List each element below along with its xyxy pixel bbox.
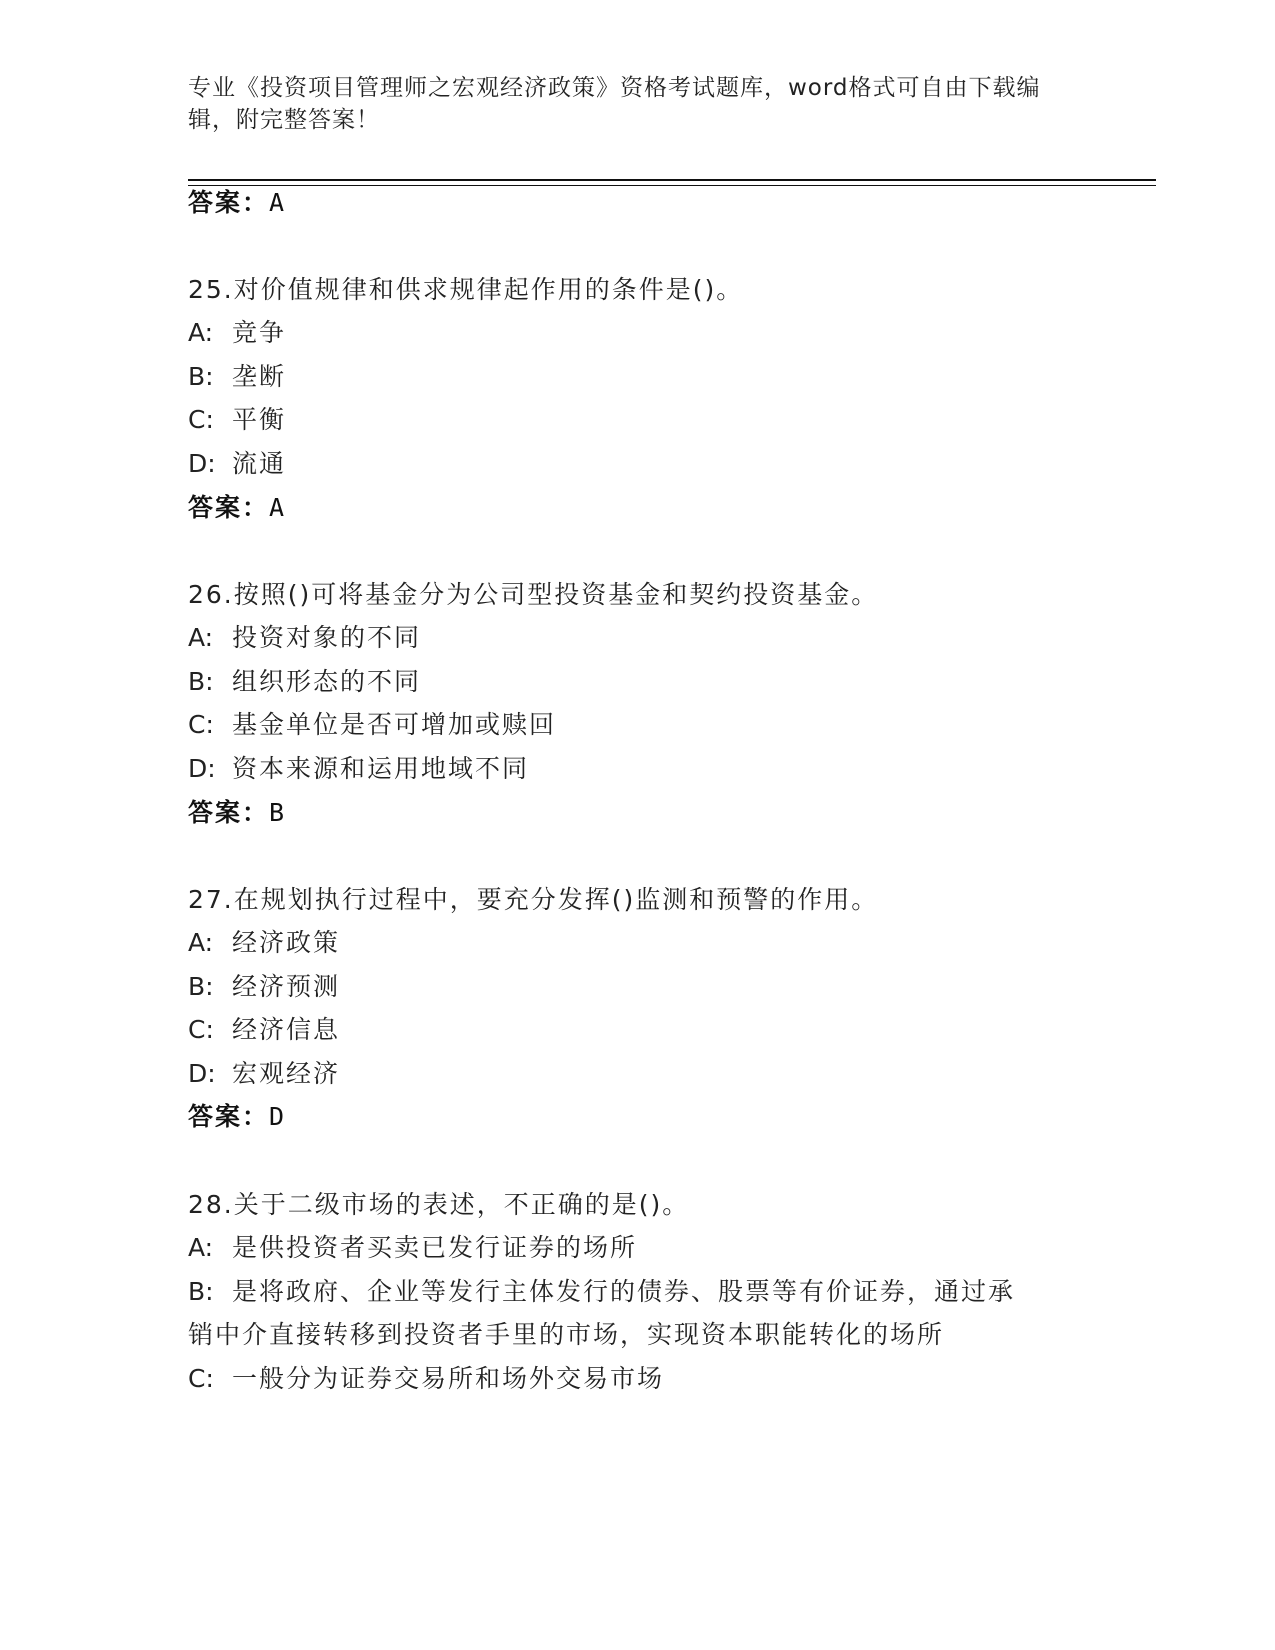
question-28-option-b: B: 是将政府、企业等发行主体发行的债券、股票等有价证券，通过承	[188, 1277, 1016, 1306]
question-25-option-b: B: 垄断	[188, 362, 287, 391]
answer-value: A	[269, 493, 285, 522]
answer-label: 答案：	[188, 493, 270, 522]
question-27-option-b: B: 经济预测	[188, 972, 341, 1001]
question-28-option-a: A: 是供投资者买卖已发行证券的场所	[188, 1233, 638, 1262]
question-26-stem: 26.按照()可将基金分为公司型投资基金和契约投资基金。	[188, 580, 879, 609]
question-26-option-c: C: 基金单位是否可增加或赎回	[188, 710, 557, 739]
answer-label: 答案：	[188, 1102, 270, 1131]
question-25-option-a: A: 竞争	[188, 318, 287, 347]
header-line-1: 专业《投资项目管理师之宏观经济政策》资格考试题库，word格式可自由下载编	[188, 75, 1041, 101]
answer-value: B	[269, 798, 285, 827]
header-line-2: 辑，附完整答案！	[188, 107, 380, 133]
document-header	[188, 72, 1088, 136]
question-28-option-b-continued: 销中介直接转移到投资者手里的市场，实现资本职能转化的场所	[188, 1320, 945, 1349]
question-25-stem: 25.对价值规律和供求规律起作用的条件是()。	[188, 275, 744, 304]
question-25-option-c: C: 平衡	[188, 405, 287, 434]
answer-prev	[188, 186, 284, 220]
answer-label: 答案：	[188, 188, 270, 217]
question-26-option-b: B: 组织形态的不同	[188, 667, 422, 696]
question-27-option-d: D: 宏观经济	[188, 1059, 341, 1088]
question-26-answer	[188, 796, 284, 830]
answer-value: A	[269, 188, 285, 217]
question-27-answer	[188, 1100, 284, 1134]
question-25-option-d: D: 流通	[188, 449, 287, 478]
question-27-option-c: C: 经济信息	[188, 1015, 341, 1044]
answer-label: 答案：	[188, 798, 270, 827]
header-rule-thick	[188, 179, 1156, 181]
question-27-stem: 27.在规划执行过程中，要充分发挥()监测和预警的作用。	[188, 885, 879, 914]
question-28-stem: 28.关于二级市场的表述，不正确的是()。	[188, 1190, 690, 1219]
question-27-option-a: A: 经济政策	[188, 928, 341, 957]
question-28-option-c: C: 一般分为证券交易所和场外交易市场	[188, 1364, 665, 1393]
question-25-answer	[188, 491, 284, 525]
question-26-option-a: A: 投资对象的不同	[188, 623, 422, 652]
answer-value: D	[269, 1102, 285, 1131]
question-26-option-d: D: 资本来源和运用地域不同	[188, 754, 530, 783]
header-rule-thin	[188, 185, 1156, 186]
